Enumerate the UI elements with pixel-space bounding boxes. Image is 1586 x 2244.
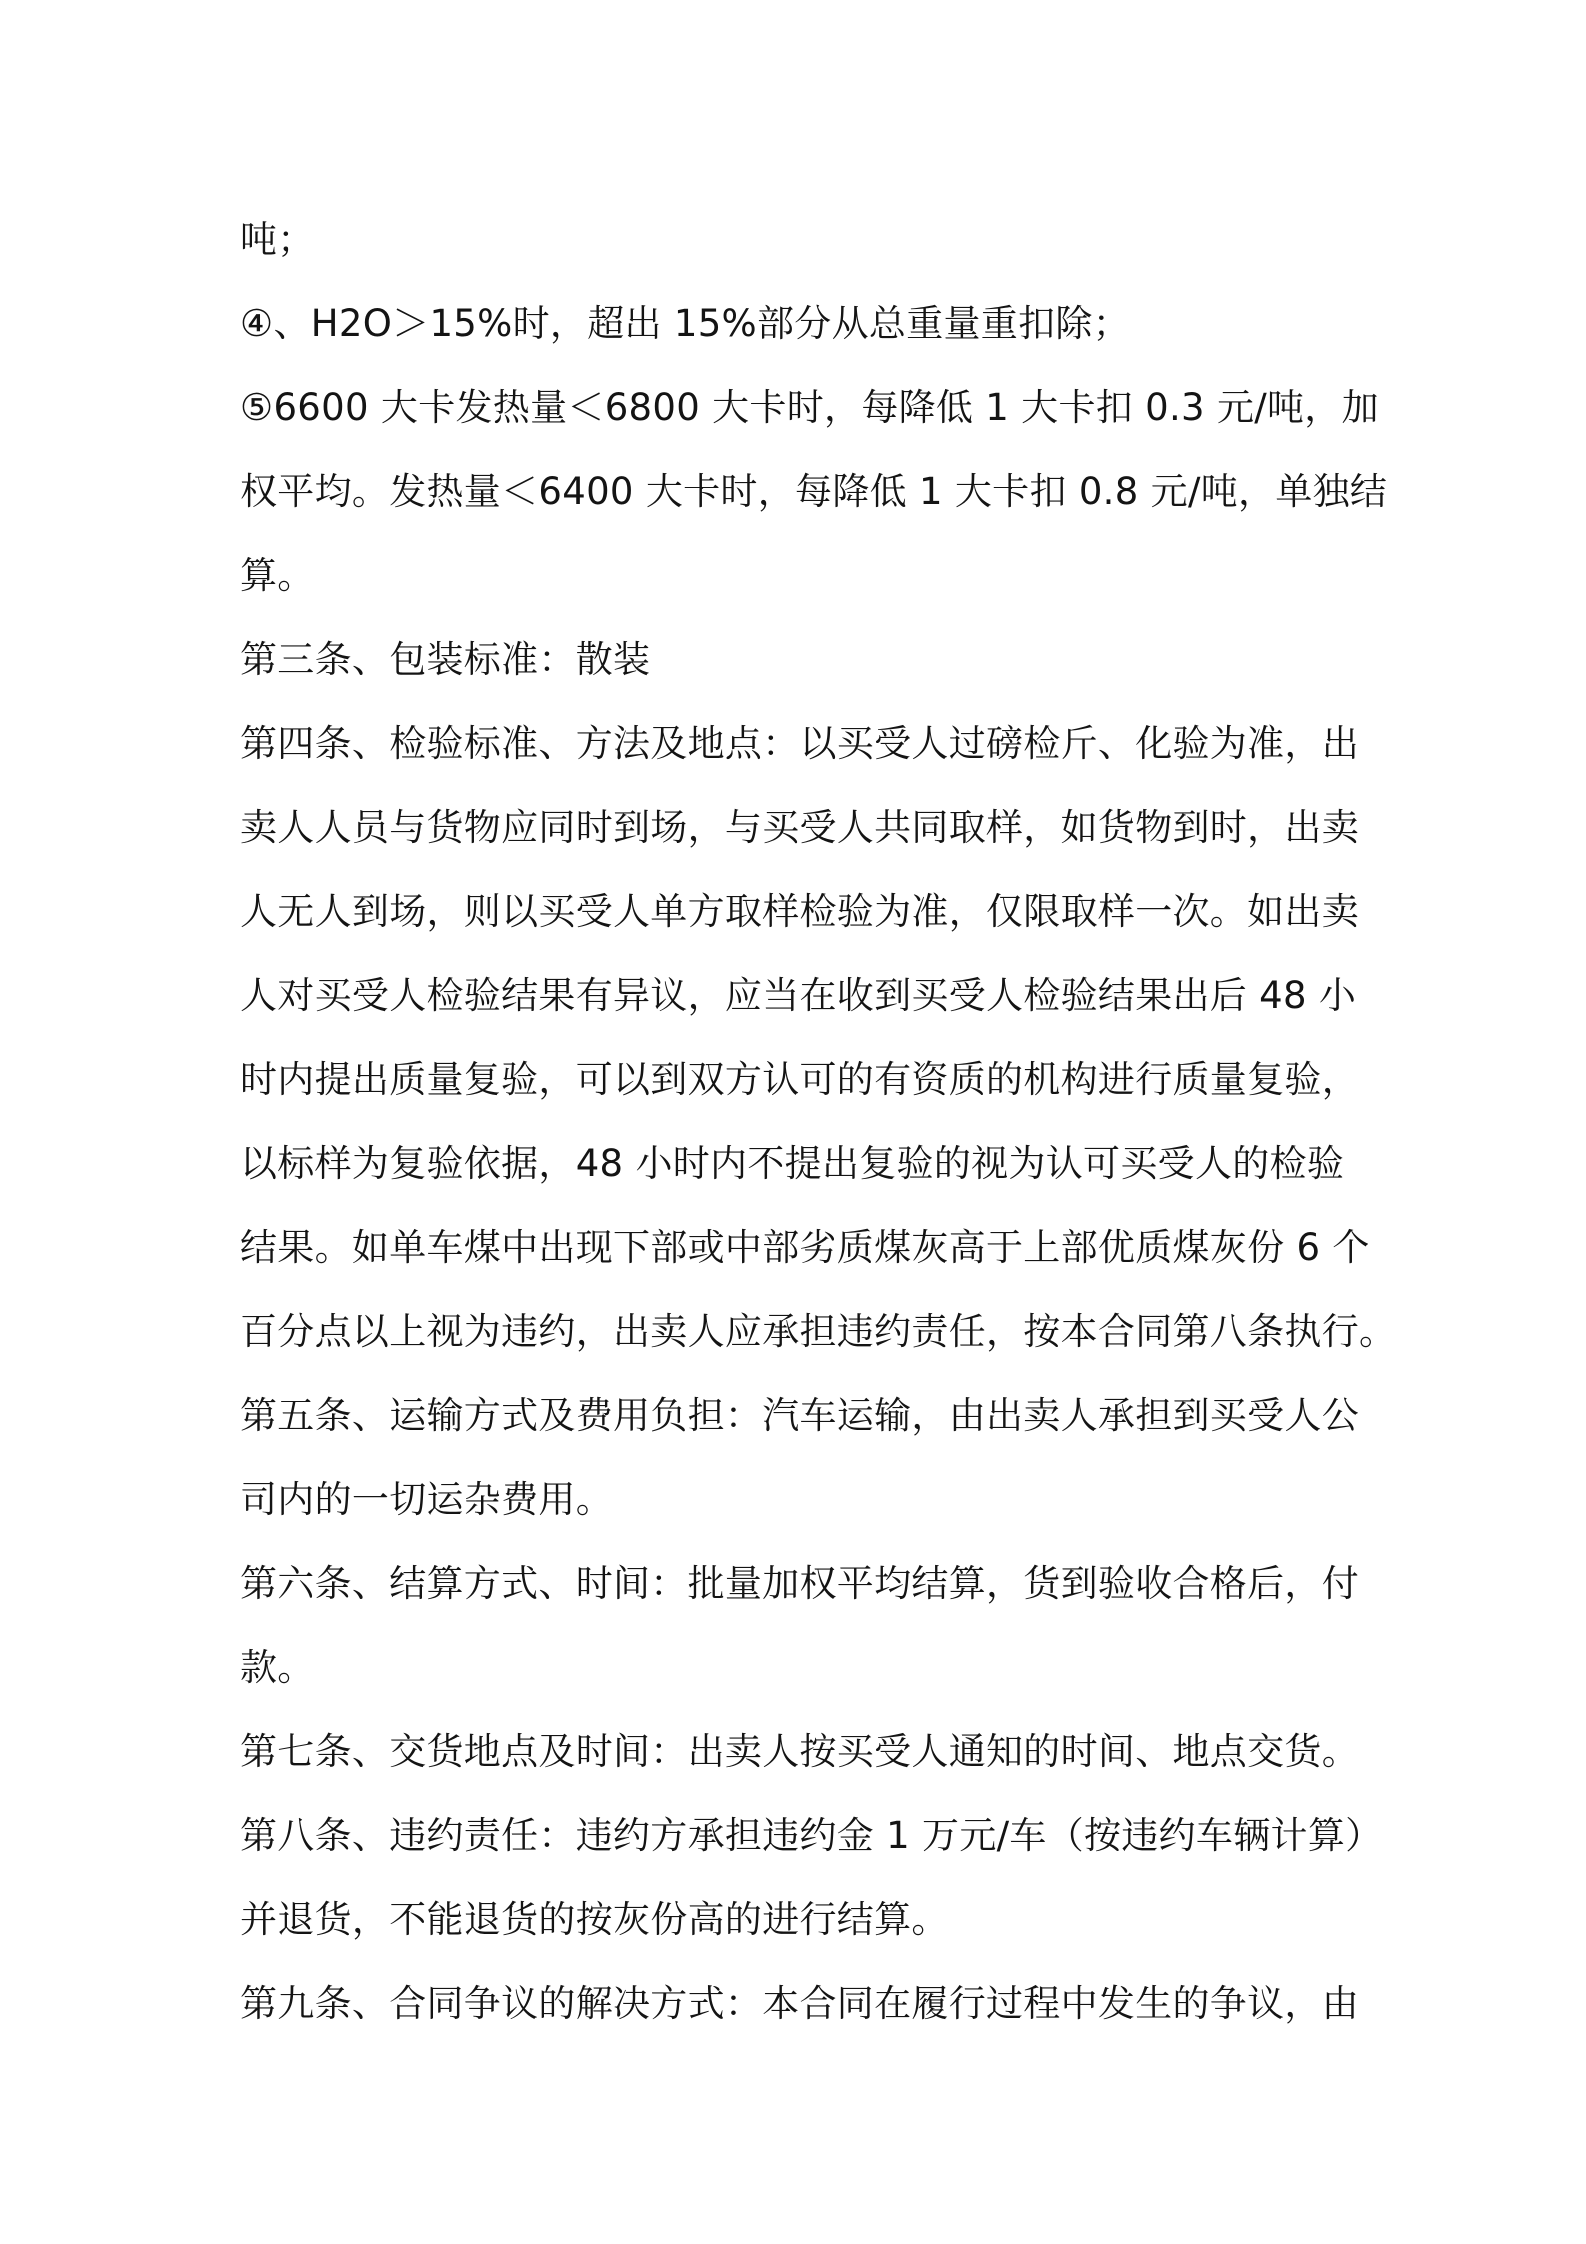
clause-7-delivery: 第七条、交货地点及时间：出卖人按买受人通知的时间、地点交货。 [240,1730,1359,1773]
text-line: 结果。如单车煤中出现下部或中部劣质煤灰高于上部优质煤灰份 6 个 [240,1226,1370,1269]
text-line: 百分点以上视为违约，出卖人应承担违约责任，按本合同第八条执行。 [240,1310,1397,1353]
text-line: 权平均。发热量＜6400 大卡时，每降低 1 大卡扣 0.8 元/吨，单独结 [240,470,1388,513]
clause-3-packaging: 第三条、包装标准：散装 [240,638,651,681]
clause-9-disputes: 第九条、合同争议的解决方式：本合同在履行过程中发生的争议，由 [240,1982,1359,2025]
clause-6-settlement: 第六条、结算方式、时间：批量加权平均结算，货到验收合格后，付 [240,1562,1359,1605]
text-line: 卖人人员与货物应同时到场，与买受人共同取样，如货物到时，出卖 [240,806,1359,849]
text-line: 人对买受人检验结果有异议，应当在收到买受人检验结果出后 48 小 [240,974,1357,1017]
text-line: ④、H2O＞15%时，超出 15%部分从总重量重扣除； [240,302,1130,345]
text-line: 吨； [240,218,315,261]
clause-4-inspection: 第四条、检验标准、方法及地点：以买受人过磅检斤、化验为准，出 [240,722,1359,765]
clause-8-liability: 第八条、违约责任：违约方承担违约金 1 万元/车（按违约车辆计算） [240,1814,1383,1857]
text-line: 算。 [240,554,315,597]
document-body [240,198,1397,2046]
clause-5-transport: 第五条、运输方式及费用负担：汽车运输，由出卖人承担到买受人公 [240,1394,1359,1437]
text-line: 时内提出质量复验，可以到双方认可的有资质的机构进行质量复验， [240,1058,1359,1101]
text-line: 人无人到场，则以买受人单方取样检验为准，仅限取样一次。如出卖 [240,890,1359,933]
text-line: 并退货，不能退货的按灰份高的进行结算。 [240,1898,949,1941]
text-line: 款。 [240,1646,315,1689]
text-line: 以标样为复验依据，48 小时内不提出复验的视为认可买受人的检验 [240,1142,1345,1185]
text-line: ⑤6600 大卡发热量＜6800 大卡时，每降低 1 大卡扣 0.3 元/吨，加 [240,386,1379,429]
text-line: 司内的一切运杂费用。 [240,1478,613,1521]
